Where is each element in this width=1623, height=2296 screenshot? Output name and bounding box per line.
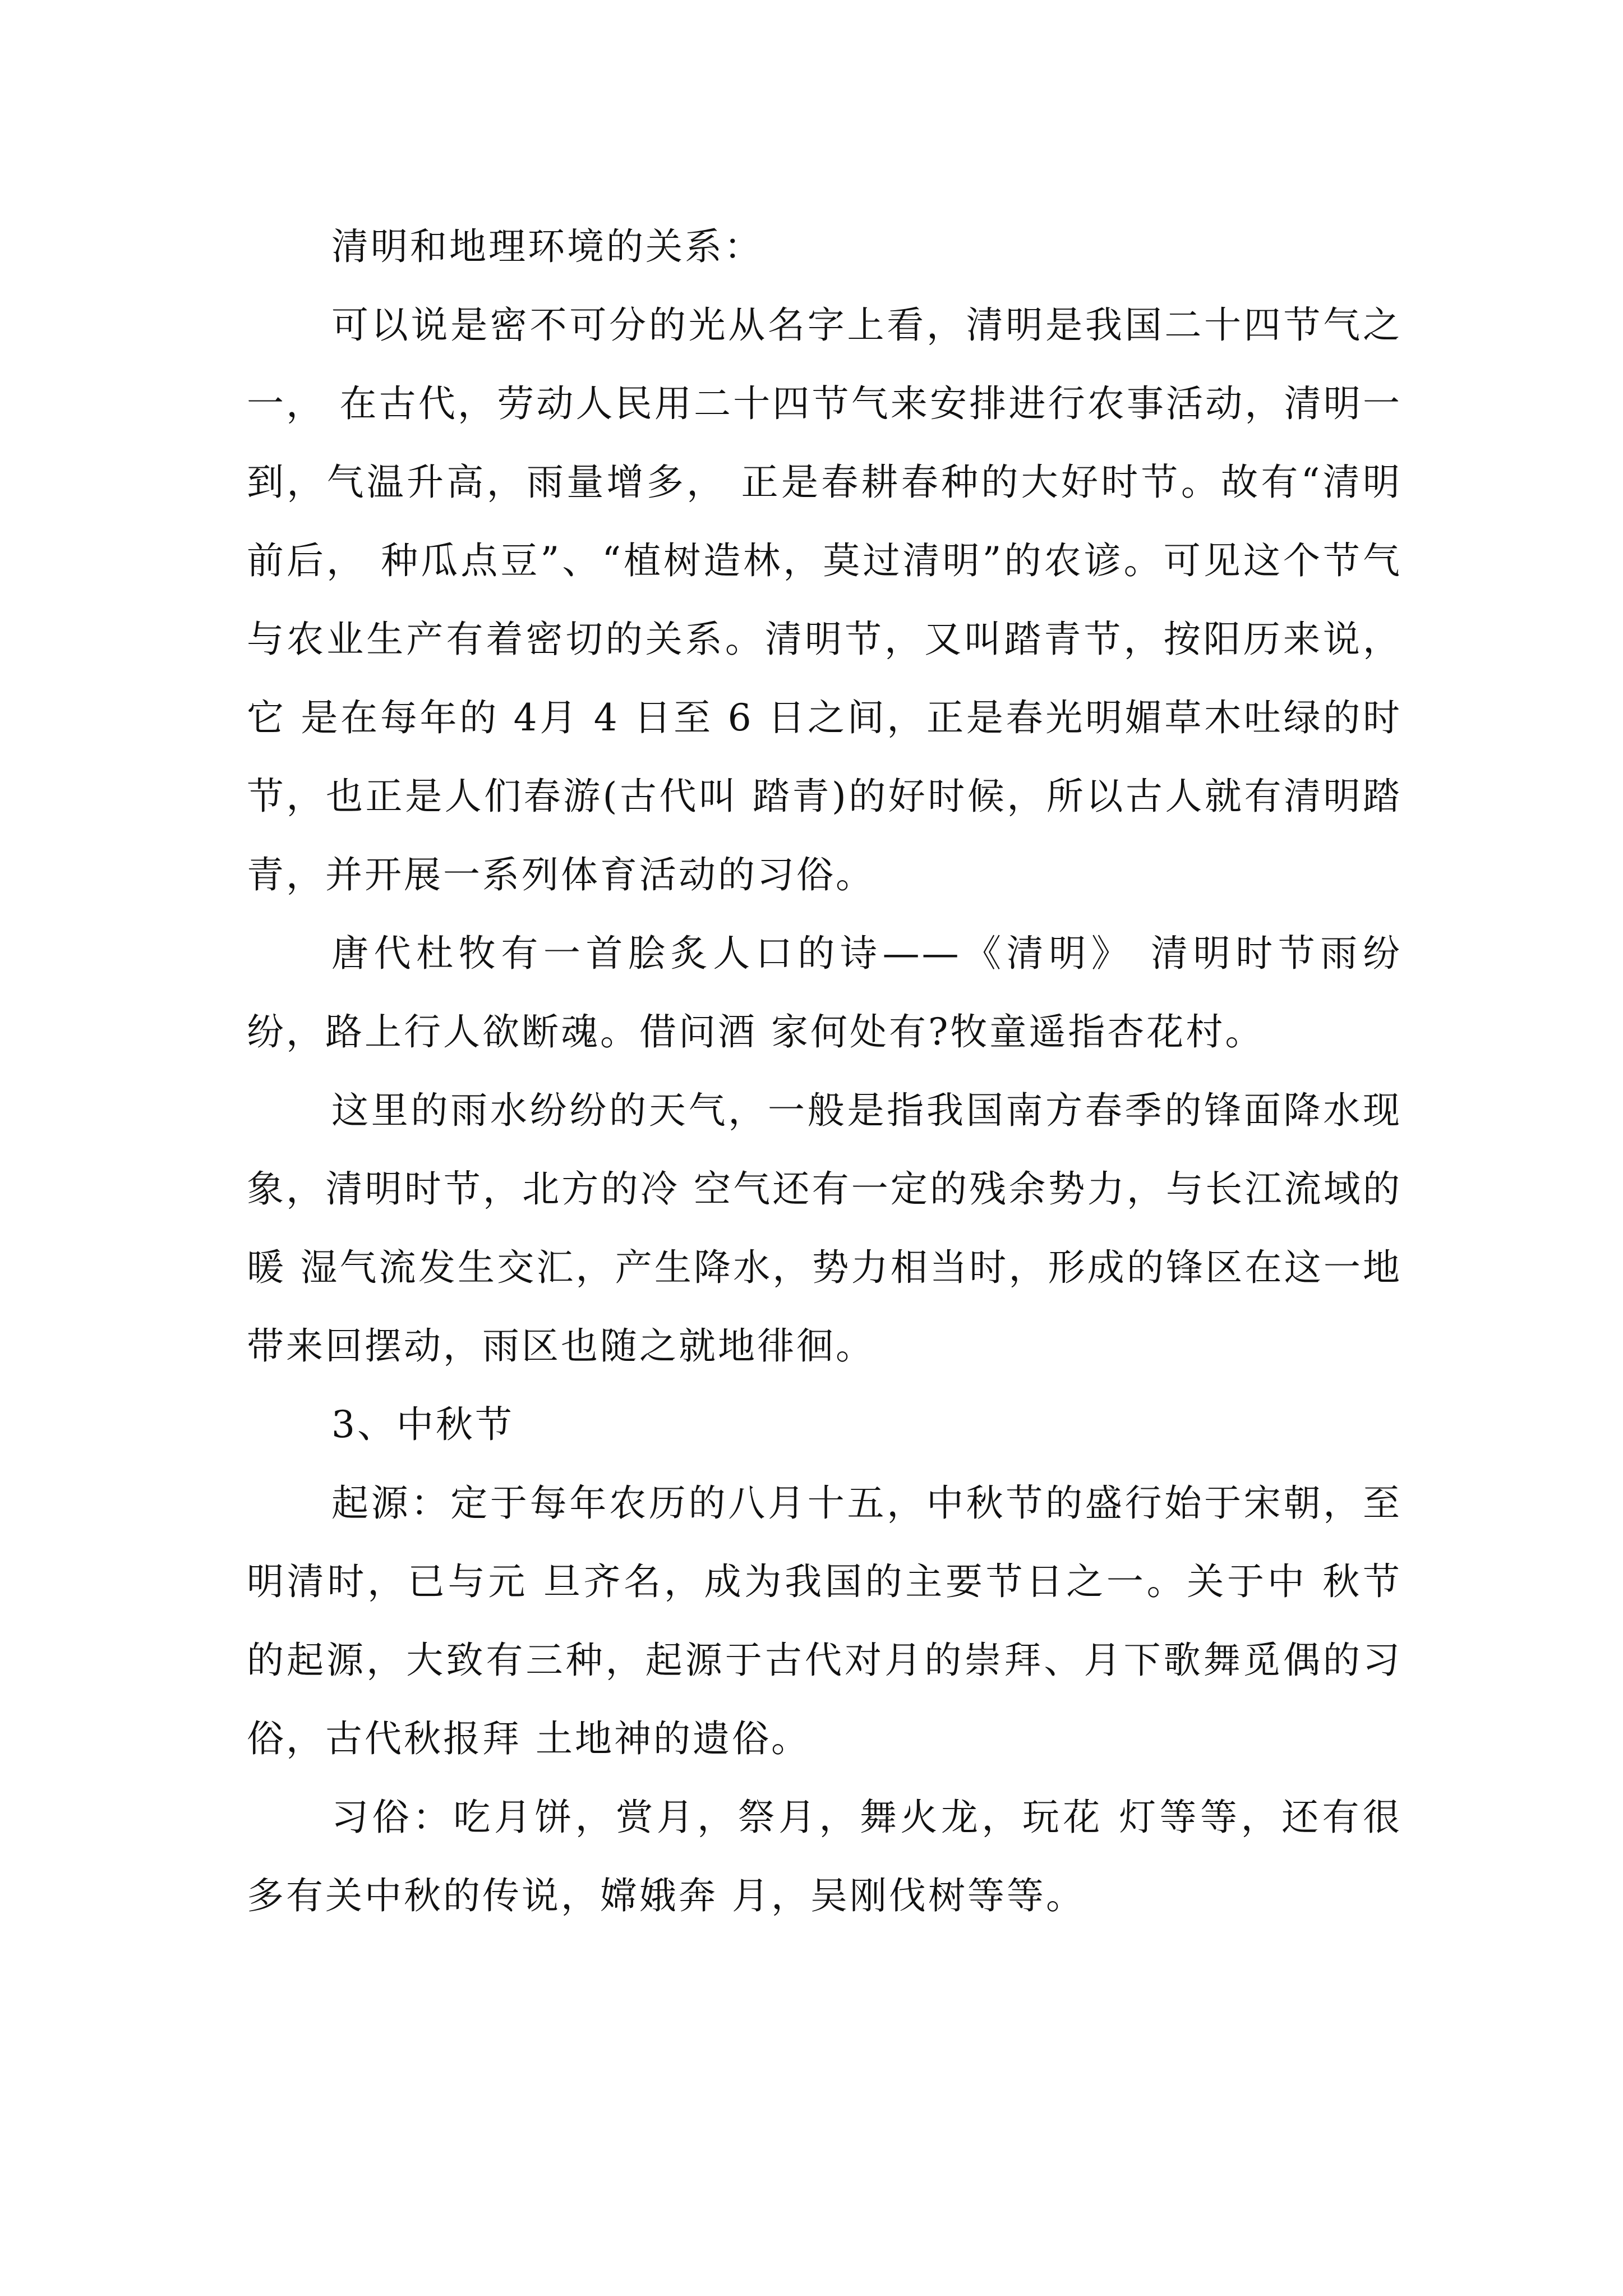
paragraph-rain-weather: 这里的雨水纷纷的天气，一般是指我国南方春季的锋面降水现象，清明时节，北方的冷 空气还有一定的残余势力，与长江流域的暖 湿气流发生交汇，产生降水，势力相当时，形成的锋区在这一地带来回摆动，雨区也随之就地徘徊。 — [247, 1089, 1402, 1368]
paragraph-mid-autumn-origin: 起源：定于每年农历的八月十五，中秋节的盛行始于宋朝，至明清时，已与元 旦齐名，成为我国的主要节日之一。关于中 秋节的起源，大致有三种，起源于古代对月的崇拜、月下歌舞觅偶的习俗，古代秋报拜 土地神的遗俗。 — [247, 1481, 1402, 1760]
section-heading-mid-autumn: 3、中秋节 — [331, 1403, 514, 1446]
paragraph-heading-qingming-geography: 清明和地理环境的关系： — [331, 225, 763, 268]
document-body — [247, 208, 1402, 1935]
paragraph-dumu-poem: 唐代杜牧有一首脍炙人口的诗——《清明》 清明时节雨纷纷，路上行人欲断魂。借问酒 家何处有?牧童遥指杏花村。 — [247, 932, 1402, 1053]
paragraph-mid-autumn-customs: 习俗：吃月饼，赏月，祭月，舞火龙，玩花 灯等等，还有很多有关中秋的传说，嫦娥奔 月，吴刚伐树等等。 — [247, 1796, 1402, 1917]
paragraph-qingming-agriculture: 可以说是密不可分的光从名字上看，清明是我国二十四节气之一， 在古代，劳动人民用二十四节气来安排进行农事活动，清明一到，气温升高，雨量增多， 正是春耕春种的大好时节。故有“清明前后， 种瓜点豆”、“植树造林，莫过清明”的农谚。可见这个节气与农业生产有着密切的关系。清明节，又叫踏青节，按阳历来说，它 是在每年的 4月 4 日至 6 日之间，正是春光明媚草木吐绿的时节，也正是人们春游(古代叫 踏青)的好时候，所以古人就有清明踏青，并开展一系列体育活动的习俗。 — [247, 303, 1402, 896]
